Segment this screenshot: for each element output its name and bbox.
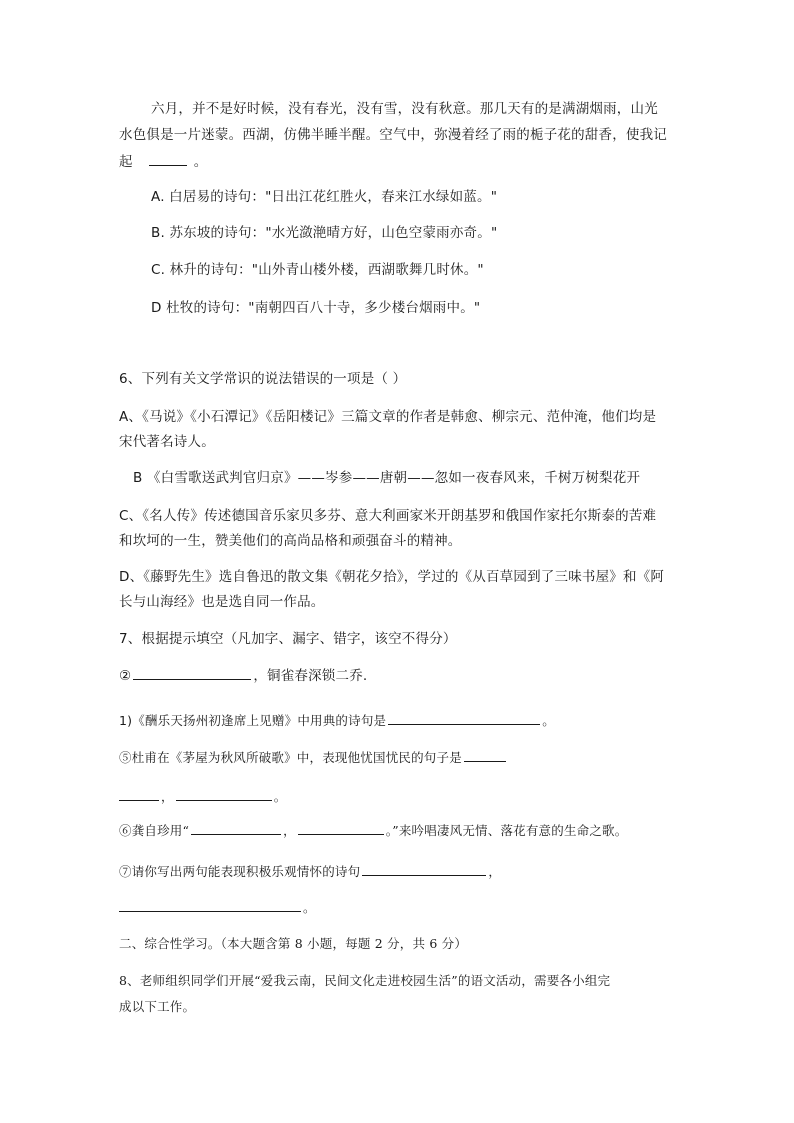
q7-item-6 bbox=[119, 820, 679, 841]
option-d: D 杜牧的诗句："南朝四百八十寺，多少楼台烟雨中。" bbox=[151, 300, 481, 316]
q7-item-6-comma: ， bbox=[283, 823, 296, 838]
q7-item-5-blank-1[interactable] bbox=[464, 747, 506, 762]
option-b: B. 苏东坡的诗句："水光潋滟晴方好，山色空蒙雨亦奇。" bbox=[151, 225, 498, 241]
q7-item-7 bbox=[119, 861, 679, 882]
q7-stem: 7、根据提示填空（凡加字、漏字、错字，该空不得分） bbox=[119, 631, 457, 647]
q7-item-7-comma: ， bbox=[488, 864, 502, 879]
q6-option-a-line1: A、《马说》《小石潭记》《岳阳楼记》三篇文章的作者是韩愈、柳宗元、范仲淹，他们均是 bbox=[119, 409, 657, 425]
q7-item-5-text: ⑤杜甫在《茅屋为秋风所破歌》中，表现他忧国忧民的句子是 bbox=[119, 750, 462, 765]
q7-item-7-end: 。 bbox=[303, 900, 316, 915]
q7-item-5-cont bbox=[119, 786, 679, 807]
q7-item-5-comma: ， bbox=[161, 789, 174, 804]
q7-item-5-blank-2[interactable] bbox=[119, 786, 159, 801]
q7-item-7-blank-1[interactable] bbox=[362, 861, 486, 876]
passage-line-2: 水色俱是一片迷蒙。西湖，仿佛半睡半醒。空气中，弥漫着经了雨的栀子花的甜香，使我记 bbox=[119, 127, 667, 143]
q7-item-5-end: 。 bbox=[273, 789, 287, 804]
q7-item-1-suffix: 。 bbox=[542, 713, 555, 728]
q6-option-d-line1: D、《藤野先生》选自鲁迅的散文集《朝花夕拾》，学过的《从百草园到了三味书屋》和《阿 bbox=[119, 569, 665, 585]
q7-item-1-blank[interactable] bbox=[388, 710, 540, 725]
passage-line-1: 六月，并不是好时候，没有春光，没有雪，没有秋意。那几天有的是满湖烟雨，山光 bbox=[151, 101, 658, 117]
q6-option-a-line2: 宋代著名诗人。 bbox=[119, 434, 215, 450]
q7-item-7-text: ⑦请你写出两句能表现积极乐观情怀的诗句 bbox=[119, 864, 361, 879]
passage-line-3-start: 起 bbox=[119, 154, 133, 170]
q7-item-2 bbox=[119, 665, 679, 686]
q7-item-7-blank-2[interactable] bbox=[119, 897, 301, 912]
q7-item-6-prefix: ⑥龚自珍用“ bbox=[119, 823, 190, 838]
q7-item-2-suffix: ，铜雀春深锁二乔. bbox=[253, 668, 368, 684]
q7-item-6-blank-1[interactable] bbox=[191, 820, 281, 835]
q6-stem: 6、下列有关文学常识的说法错误的一项是（ ） bbox=[119, 371, 407, 387]
q7-item-1-prefix: 1)《酬乐天扬州初逢席上见赠》中用典的诗句是 bbox=[119, 713, 387, 728]
q7-item-5 bbox=[119, 747, 679, 768]
answer-blank[interactable] bbox=[149, 151, 187, 166]
q6-option-c-line2: 和坎坷的一生，赞美他们的高尚品格和顽强奋斗的精神。 bbox=[119, 533, 462, 549]
q7-item-6-suffix: 。”来吟唱凄风无情、落花有意的生命之歌。 bbox=[385, 823, 628, 838]
q7-item-1 bbox=[119, 710, 679, 731]
q6-option-d-line2: 长与山海经》也是选自同一作品。 bbox=[119, 594, 325, 610]
q7-item-2-blank[interactable] bbox=[133, 665, 251, 680]
passage-line-3-end: 。 bbox=[193, 154, 208, 170]
q7-item-7-cont bbox=[119, 897, 679, 918]
q6-option-b: B 《白雪歌送武判官归京》——岑参——唐朝——忽如一夜春风来，千树万树梨花开 bbox=[133, 470, 641, 486]
section-2-heading: 二、综合性学习。（本大题含第 8 小题，每题 2 分，共 6 分） bbox=[119, 936, 468, 951]
q7-item-5-blank-3[interactable] bbox=[176, 786, 272, 801]
q7-item-6-blank-2[interactable] bbox=[298, 820, 384, 835]
q8-line-1: 8、老师组织同学们开展“爱我云南，民间文化走进校园生活”的语文活动，需要各小组完 bbox=[119, 973, 611, 988]
q7-item-2-prefix: ② bbox=[119, 668, 132, 684]
option-c: C. 林升的诗句："山外青山楼外楼，西湖歌舞几时休。" bbox=[151, 262, 484, 278]
option-a: A. 白居易的诗句："日出江花红胜火，春来江水绿如蓝。" bbox=[151, 189, 498, 205]
q6-option-c-line1: C、《名人传》传述德国音乐家贝多芬、意大利画家米开朗基罗和俄国作家托尔斯泰的苦难 bbox=[119, 508, 657, 524]
passage-line-3 bbox=[119, 151, 679, 172]
q8-line-2: 成以下工作。 bbox=[119, 999, 196, 1014]
